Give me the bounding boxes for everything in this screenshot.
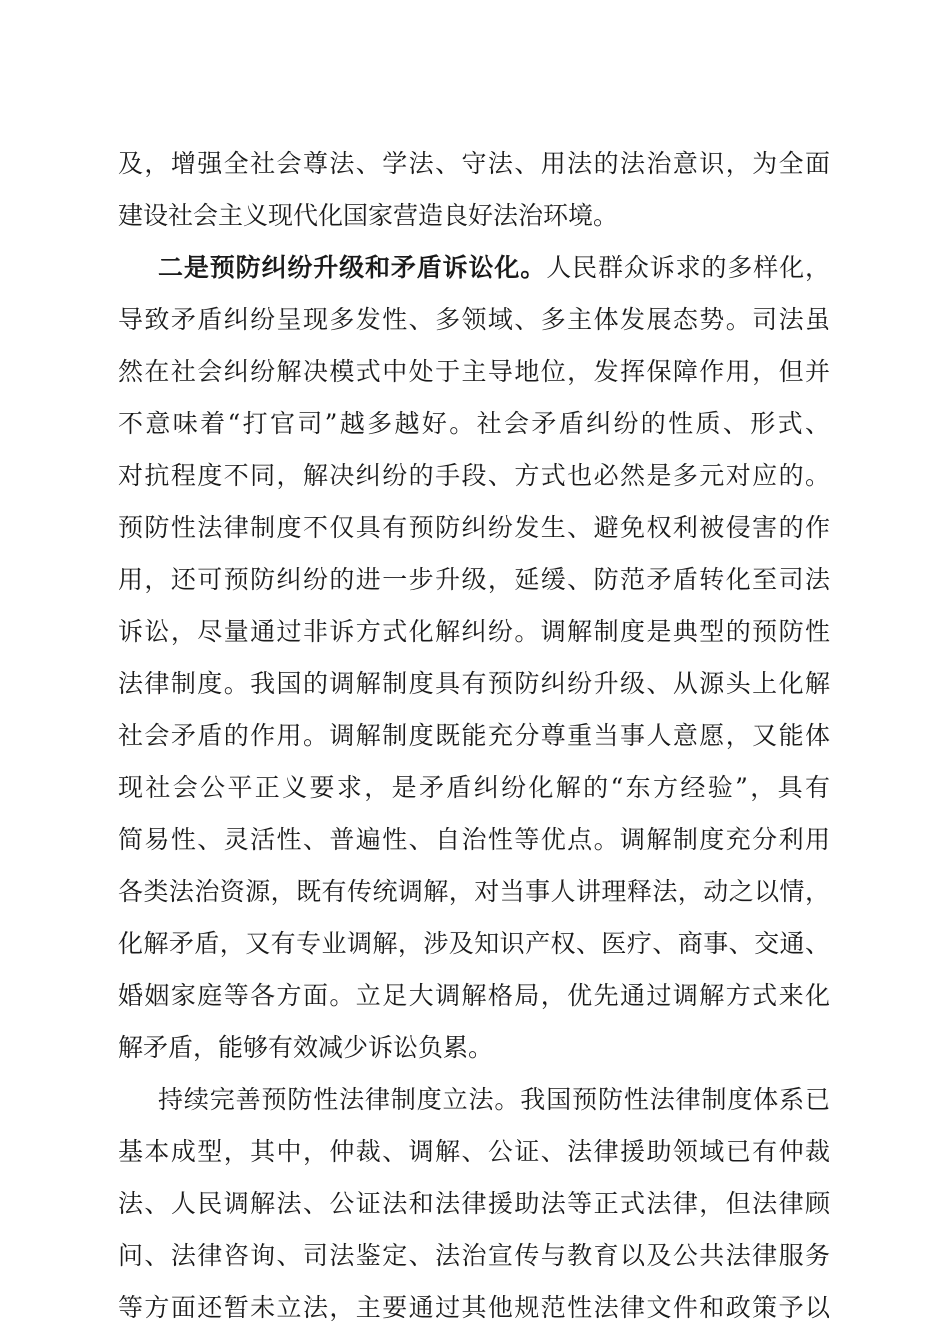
paragraph-2-line-1: [118, 242, 830, 294]
paragraph-2-line-15: 婚姻家庭等各方面。立足大调解格局，优先通过调解方式来化: [118, 981, 830, 1010]
paragraph-2-line-5: 对抗程度不同，解决纠纷的手段、方式也必然是多元对应的。: [118, 461, 830, 490]
paragraph-2-line-14: 化解矛盾，又有专业调解，涉及知识产权、医疗、商事、交通、: [118, 929, 830, 958]
paragraph-2-line-10: 社会矛盾的作用。调解制度既能充分尊重当事人意愿，又能体: [118, 721, 830, 750]
paragraph-2-line-13: 各类法治资源，既有传统调解，对当事人讲理释法，动之以情，: [118, 877, 830, 906]
paragraph-2-line-3: 然在社会纠纷解决模式中处于主导地位，发挥保障作用，但并: [118, 357, 830, 386]
paragraph-1-line-2: 建设社会主义现代化国家营造良好法治环境。: [118, 201, 619, 230]
paragraph-2-first-line-rest: 人民群众诉求的多样化，: [546, 253, 830, 282]
paragraph-2-line-8: 诉讼，尽量通过非诉方式化解纠纷。调解制度是典型的预防性: [118, 617, 830, 646]
document-body: [118, 138, 830, 1334]
paragraph-2-line-2: 导致矛盾纠纷呈现多发性、多领域、多主体发展态势。司法虽: [118, 305, 830, 334]
paragraph-2-line-16: 解矛盾，能够有效减少诉讼负累。: [118, 1033, 494, 1062]
paragraph-3-line-3: 法、人民调解法、公证法和法律援助法等正式法律，但法律顾: [118, 1189, 830, 1218]
paragraph-2-line-11: 现社会公平正义要求，是矛盾纠纷化解的“东方经验”，具有: [118, 773, 830, 802]
paragraph-2-line-7: 用，还可预防纠纷的进一步升级，延缓、防范矛盾转化至司法: [118, 565, 830, 594]
paragraph-3-line-1: 持续完善预防性法律制度立法。我国预防性法律制度体系已: [158, 1085, 830, 1114]
paragraph-2-line-6: 预防性法律制度不仅具有预防纠纷发生、避免权利被侵害的作: [118, 513, 830, 542]
paragraph-3-line-2: 基本成型，其中，仲裁、调解、公证、法律援助领域已有仲裁: [118, 1137, 830, 1166]
paragraph-2-line-12: 简易性、灵活性、普遍性、自治性等优点。调解制度充分利用: [118, 825, 830, 854]
paragraph-2-heading: 二是预防纠纷升级和矛盾诉讼化。: [158, 253, 547, 282]
paragraph-2-line-4: 不意味着“打官司”越多越好。社会矛盾纠纷的性质、形式、: [118, 409, 830, 438]
paragraph-3-line-4: 问、法律咨询、司法鉴定、法治宣传与教育以及公共法律服务: [118, 1241, 830, 1270]
paragraph-3-line-5: 等方面还暂未立法，主要通过其他规范性法律文件和政策予以: [118, 1293, 830, 1322]
paragraph-2-line-9: 法律制度。我国的调解制度具有预防纠纷升级、从源头上化解: [118, 669, 830, 698]
paragraph-1-line-1: 及，增强全社会尊法、学法、守法、用法的法治意识，为全面: [118, 149, 830, 178]
